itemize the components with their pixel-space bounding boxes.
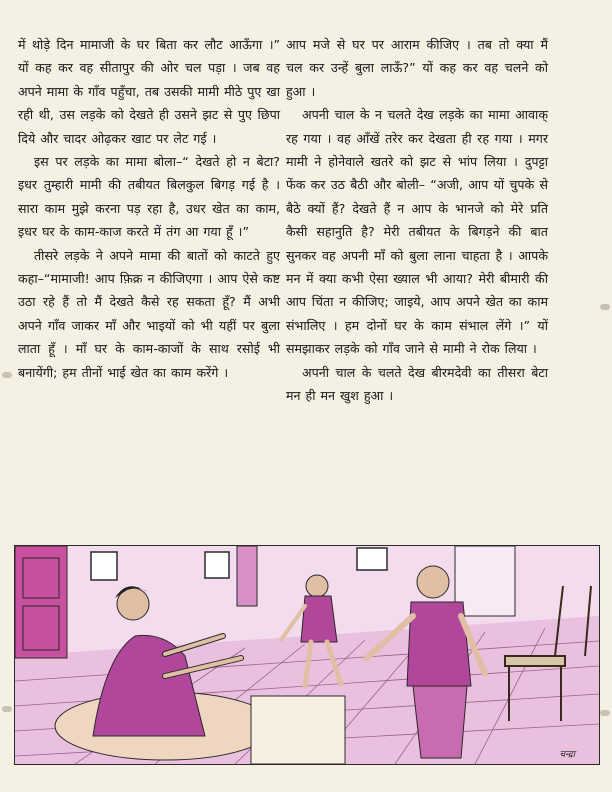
paragraph: आप मजे से घर पर आराम कीजिए । तब तो क्या मैं चल कर उन्हें बुला लाऊँ?” यों कह कर वह चलने को हुआ ।: [286, 37, 548, 99]
doorway: [455, 546, 515, 616]
left-text-column: [18, 33, 280, 384]
wall-picture: [205, 552, 229, 578]
wall-picture: [357, 548, 387, 570]
illustration-drawing: [15, 546, 599, 764]
window: [237, 546, 257, 606]
story-illustration: [14, 545, 600, 765]
paragraph: अपनी चाल के न चलते देख लड़के का मामा आवाक् रह गया । वह आँखें तरेर कर देखता ही रह गया । मगर मामी ने होनेवाले खतरे को झट से भांप लिया । दुपट्टा फेंक कर उठ बैठी और बोली– “अजी, आप यों चुपके से बैठे क्यों हैं? देखते हैं न आप के भानजे को मेरे प्रति कैसी सहानुति है? मेरी तबीयत के बिगड़ने की बात सुनकर वह अपनी माँ को बुला लाना चाहता है । आपके मन में क्या कभी ऐसा ख्याल भी आया? मेरी बीमारी की आप चिंता न कीजिए; जाइये, आप अपने खेत का काम संभालिए । हम दोनों घर के काम संभाल लेंगे ।” यों समझाकर लड़के को गाँव जाने से मामी ने रोक लिया ।: [286, 107, 548, 357]
paragraph: तीसरे लड़के ने अपने मामा की बातों को काटते हुए कहा–“मामाजी! आप फ़िक्र न कीजिएगा । आप ऐसे कष्ट उठा रहे हैं तो मैं देखते कैसे रह सकता हूँ? मैं अभी अपने गाँव जाकर माँ और भाइयों को भी यहीं पर बुला लाता हूँ । माँ घर के काम-काजों के साथ रसोई भी बनायेंगी; हम तीनों भाई खेत का काम करेंगे ।: [18, 247, 280, 380]
edge-mark: [600, 710, 610, 716]
paragraph: इस पर लड़के का मामा बोला–“ देखते हो न बेटा? इधर तुम्हारी मामी की तबीयत बिलकुल बिगड़ गई है । सारा काम मुझे करना पड़ रहा है, उधर खेत का काम, इधर घर के काम-काज करते में तंग आ गया हूँ ।”: [18, 154, 280, 240]
edge-mark: [2, 372, 12, 378]
wall-picture: [91, 552, 117, 580]
edge-mark: [600, 304, 610, 310]
paragraph: में थोड़े दिन मामाजी के घर बिता कर लौट आऊँगा ।” यों कह कर वह सीतापुर की ओर चल पड़ा । जब वह अपने मामा के गाँव पहुँचा, तब उसकी मामी मीठे पुए खा रही थी, उस लड़के को देखते ही उसने झट से पुए छिपा दिये और चादर ओढ़कर खाट पर लेट गई ।: [18, 37, 280, 146]
artist-signature: चन्द्रा: [559, 750, 575, 760]
table: [251, 696, 345, 764]
edge-mark: [2, 706, 12, 712]
right-text-column: [286, 33, 548, 408]
paragraph: अपनी चाल के चलते देख बीरमदेवी का तीसरा बेटा मन ही मन खुश हुआ ।: [286, 364, 548, 404]
